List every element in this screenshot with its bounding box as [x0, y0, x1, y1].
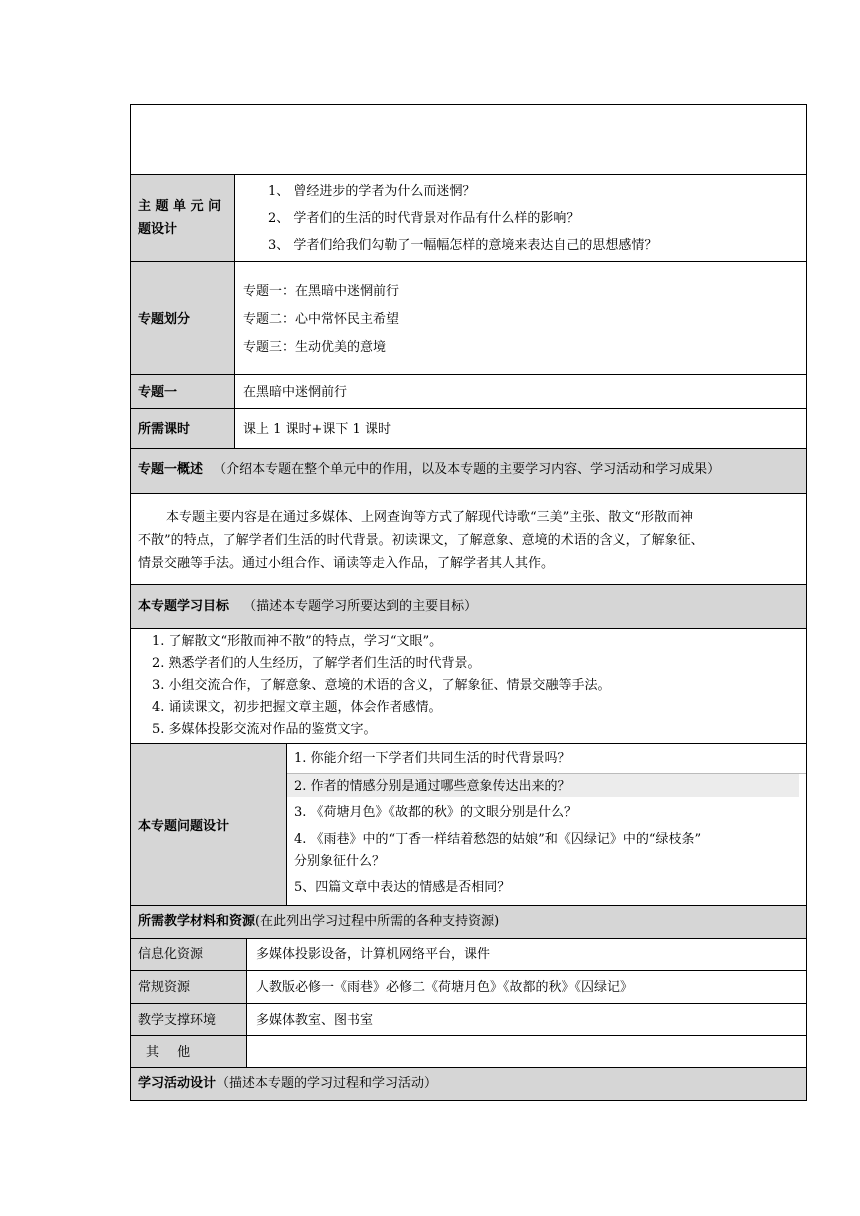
goal-item-4: 4. 诵读课文，初步把握文章主题，体会作者感情。	[152, 700, 442, 715]
resource-value-info: 多媒体投影设备，计算机网络平台，课件	[256, 947, 491, 962]
goal-item-2: 2. 熟悉学者们的人生经历，了解学者们生活的时代背景。	[152, 656, 481, 671]
goals-hint: （描述本专题学习所要达到的主要目标）	[243, 599, 478, 614]
divider	[130, 628, 807, 629]
goal-item-3: 3. 小组交流合作，了解意象、意境的术语的含义，了解象征、情景交融等手法。	[152, 678, 611, 693]
topic1-value: 在黑暗中迷惘前行	[243, 385, 348, 400]
question-2: 2. 作者的情感分别是通过哪些意象传达出来的？	[294, 779, 571, 794]
activity-hint: （描述本专题的学习过程和学习活动）	[216, 1076, 438, 1091]
question-1: 1. 你能介绍一下学者们共同生活的时代背景吗？	[294, 751, 571, 766]
question-4-line2: 分别象征什么？	[294, 854, 386, 869]
divider	[130, 493, 807, 494]
overview-line-1: 本专题主要内容是在通过多媒体、上网查询等方式了解现代诗歌“三美”主张、散文“形散而神	[166, 510, 693, 525]
overview-line-2: 不散”的特点，了解学者们生活的时代背景。初读课文，了解意象、意境的术语的含义，了解象征、	[138, 533, 704, 548]
hours-value: 课上 1 课时+课下 1 课时	[243, 422, 391, 437]
divider	[286, 744, 287, 905]
goal-item-1: 1. 了解散文“形散而神不散”的特点，学习“文眼”。	[152, 634, 443, 649]
question-3: 3. 《荷塘月色》《故都的秋》的文眼分别是什么？	[294, 805, 578, 820]
divider	[234, 375, 235, 448]
overview-header	[138, 462, 720, 478]
goals-header	[138, 599, 477, 615]
theme-label-line1: 主 题 单 元 问	[138, 199, 222, 214]
activity-label: 学习活动设计	[138, 1076, 217, 1091]
division-item-2: 专题二：心中常怀民主希望	[243, 312, 400, 327]
divider	[234, 262, 235, 374]
theme-question-1: 1、 曾经进步的学者为什么而迷惘？	[268, 184, 476, 199]
topic1-label: 专题一	[138, 385, 178, 400]
overview-line-3: 情景交融等手法。通过小组合作、诵读等走入作品，了解学者其人其作。	[138, 556, 555, 571]
division-label: 专题划分	[138, 312, 191, 327]
overview-hint: （介绍本专题在整个单元中的作用，以及本专题的主要学习内容、学习活动和学习成果）	[213, 462, 721, 477]
resources-header	[138, 914, 499, 930]
resources-hint: (在此列出学习过程中所需的各种支持资源)	[255, 914, 500, 929]
resource-value-environment: 多媒体教室、图书室	[256, 1013, 374, 1028]
overview-label: 专题一概述	[138, 462, 204, 477]
resource-label-other: 其 他	[146, 1045, 191, 1060]
activity-header	[138, 1076, 437, 1092]
resource-label-info: 信息化资源	[138, 947, 204, 962]
goals-label: 本专题学习目标	[138, 599, 230, 614]
division-item-1: 专题一：在黑暗中迷惘前行	[243, 284, 400, 299]
divider	[130, 1035, 807, 1036]
hours-label: 所需课时	[138, 422, 191, 437]
divider	[130, 1003, 807, 1004]
resource-label-environment: 教学支撑环境	[138, 1013, 217, 1028]
theme-question-3: 3、 学者们给我们勾勒了一幅幅怎样的意境来表达自己的思想感情？	[268, 238, 658, 253]
goal-item-5: 5. 多媒体投影交流对作品的鉴赏文字。	[152, 722, 377, 737]
divider	[234, 175, 235, 262]
question-5: 5、四篇文章中表达的情感是否相同？	[294, 880, 511, 895]
theme-question-2: 2、 学者们的生活的时代背景对作品有什么样的影响？	[268, 211, 580, 226]
questions-label: 本专题问题设计	[138, 819, 230, 834]
theme-label-line2: 题设计	[138, 222, 178, 237]
question-4-line1: 4. 《雨巷》中的“丁香一样结着愁怨的姑娘”和《囚绿记》中的“绿枝条”	[294, 832, 702, 847]
division-item-3: 专题三：生动优美的意境	[243, 340, 387, 355]
divider	[130, 970, 807, 971]
theme-label-cell	[131, 175, 234, 261]
resources-label: 所需教学材料和资源	[138, 914, 256, 929]
resource-value-regular: 人教版必修一《雨巷》必修二《荷塘月色》《故都的秋》《囚绿记》	[256, 980, 634, 995]
resource-label-regular: 常规资源	[138, 980, 191, 995]
